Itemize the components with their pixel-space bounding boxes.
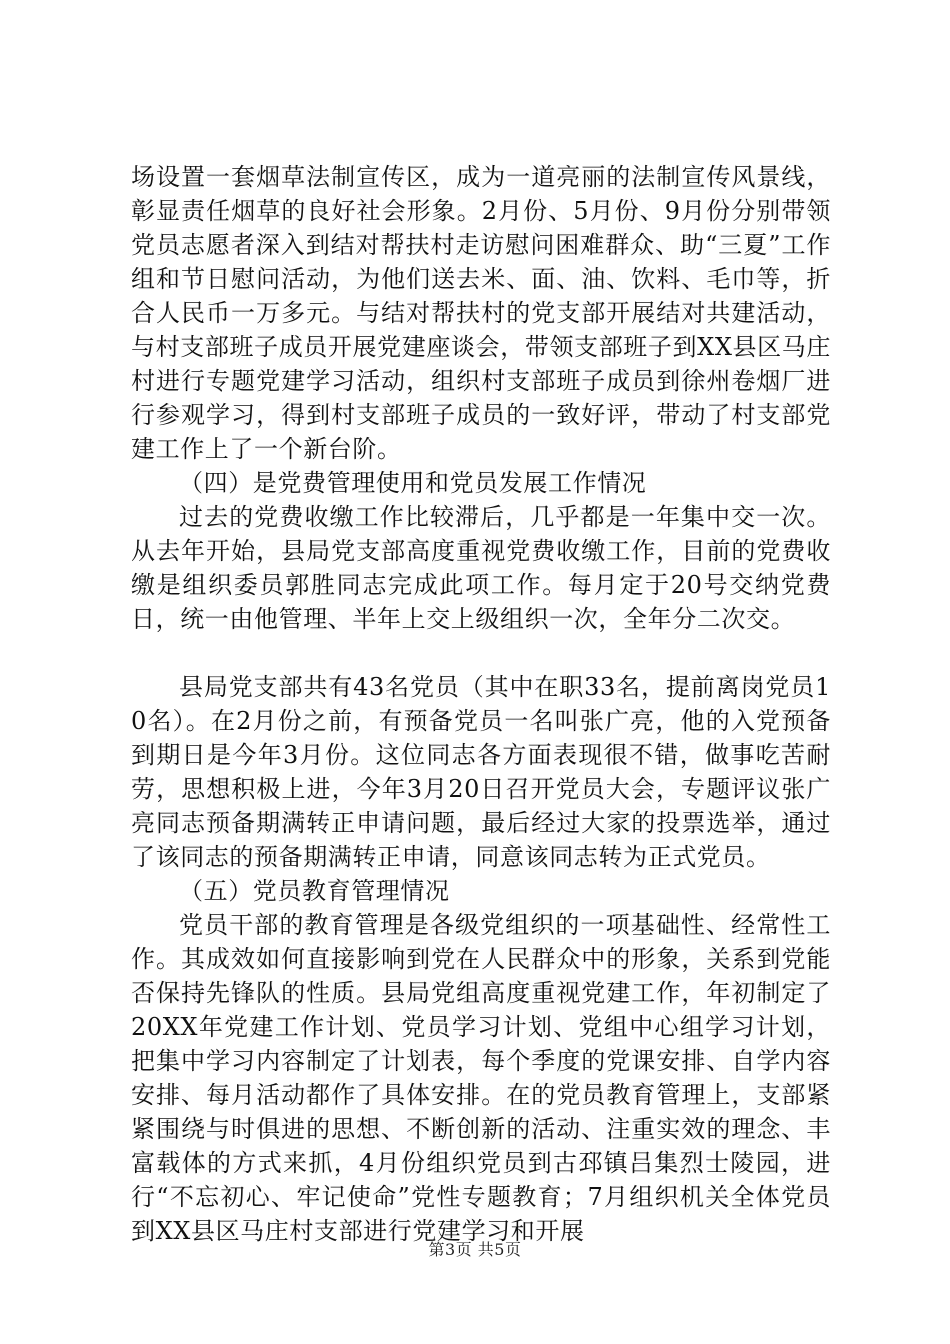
page-number-footer: 第3页 共5页 <box>428 1240 522 1259</box>
section-heading-member-education: （五）党员教育管理情况 <box>179 877 450 905</box>
paragraph-member-development: 县局党支部共有43名党员（其中在职33名，提前离岗党员10名）。在2月份之前，有预备党员一名叫张广亮，他的入党预备到期日是今年3月份。这位同志各方面表现很不错，做事吃苦耐劳，思想积极上进，今年3月20日召开党员大会，专题评议张广亮同志预备期满转正申请问题，最后经过大家的投票选举，通过了该同志的预备期满转正申请，同意该同志转为正式党员。 <box>131 673 831 871</box>
document-body <box>131 160 831 1248</box>
paragraph-outreach-activities: 场设置一套烟草法制宣传区，成为一道亮丽的法制宣传风景线，彰显责任烟草的良好社会形象。2月份、5月份、9月份分别带领党员志愿者深入到结对帮扶村走访慰问困难群众、助“三夏”工作组和节日慰问活动，为他们送去米、面、油、饮料、毛巾等，折合人民币一万多元。与结对帮扶村的党支部开展结对共建活动，与村支部班子成员开展党建座谈会，带领支部班子到XX县区马庄村进行专题党建学习活动，组织村支部班子成员到徐州卷烟厂进行参观学习，得到村支部班子成员的一致好评，带动了村支部党建工作上了一个新台阶。 <box>131 163 831 463</box>
section-heading-party-dues: （四）是党费管理使用和党员发展工作情况 <box>179 469 647 497</box>
paragraph-member-education: 党员干部的教育管理是各级党组织的一项基础性、经常性工作。其成效如何直接影响到党在人民群众中的形象，关系到党能否保持先锋队的性质。县局党组高度重视党建工作，年初制定了20XX年党建工作计划、党员学习计划、党组中心组学习计划，把集中学习内容制定了计划表，每个季度的党课安排、自学内容安排、每月活动都作了具体安排。在的党员教育管理上，支部紧紧围绕与时俱进的思想、不断创新的活动、注重实效的理念、丰富载体的方式来抓，4月份组织党员到古邳镇吕集烈士陵园，进行“不忘初心、牢记使命”党性专题教育；7月组织机关全体党员到XX县区马庄村支部进行党建学习和开展 <box>131 911 831 1245</box>
paragraph-spacer <box>131 636 831 670</box>
paragraph-party-dues: 过去的党费收缴工作比较滞后，几乎都是一年集中交一次。从去年开始，县局党支部高度重视党费收缴工作，目前的党费收缴是组织委员郭胜同志完成此项工作。每月定于20号交纳党费日，统一由他管理、半年上交上级组织一次，全年分二次交。 <box>131 503 831 633</box>
